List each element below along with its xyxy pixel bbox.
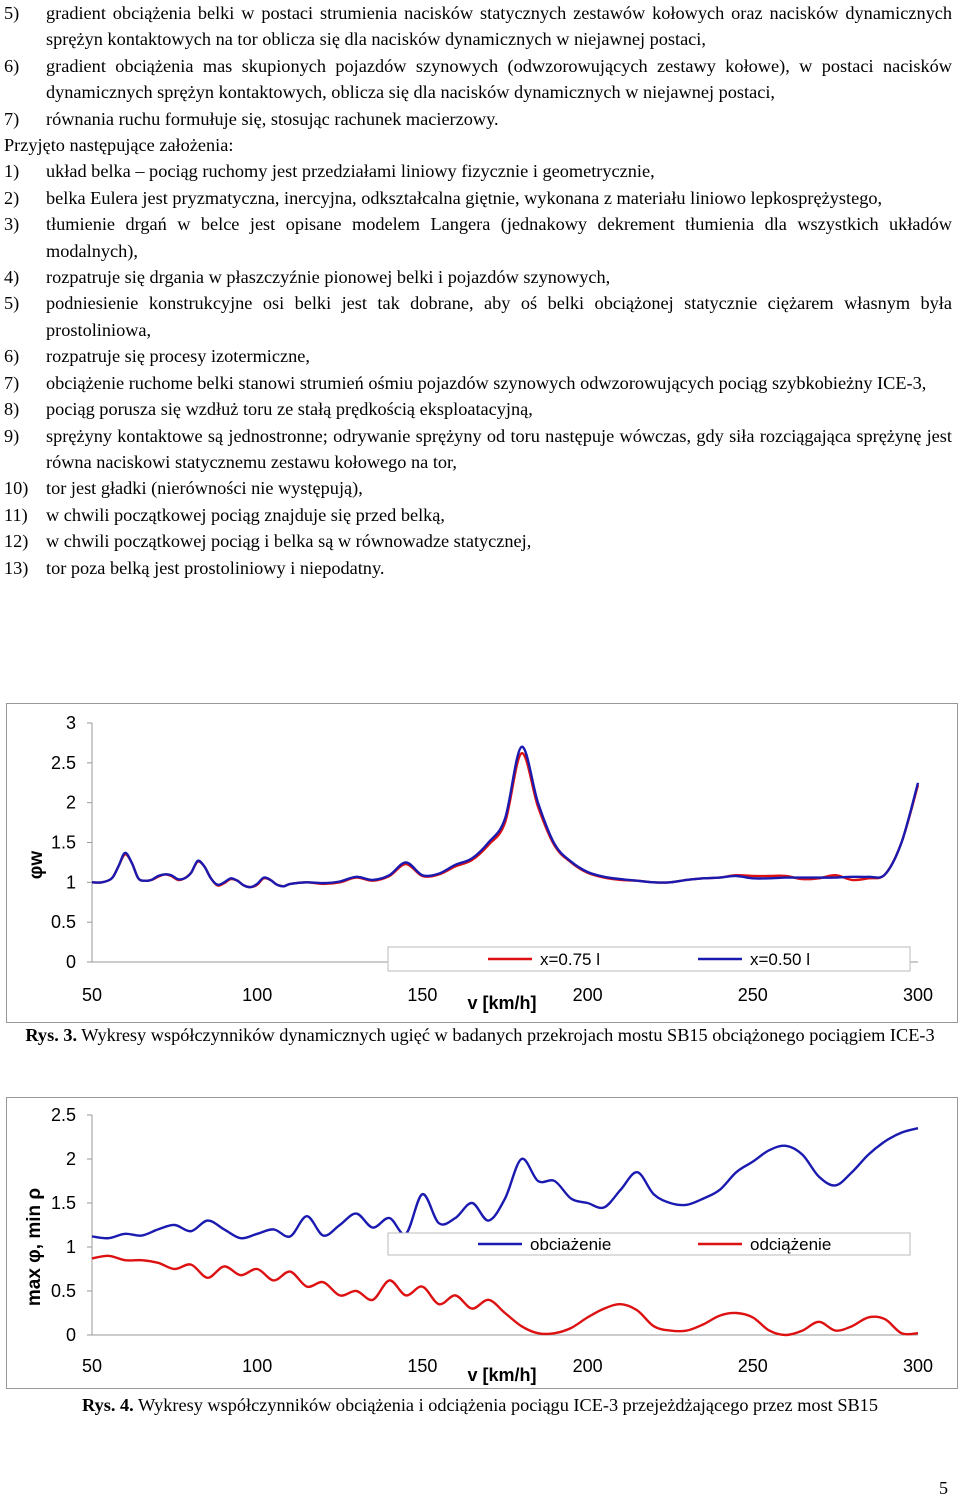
item-number: 9) xyxy=(4,425,20,446)
list-item xyxy=(0,158,960,184)
legend-label: x=0.75 l xyxy=(540,950,601,969)
y-tick-label: 2 xyxy=(65,1149,76,1169)
list-item xyxy=(0,53,960,106)
item-number: 6) xyxy=(4,346,20,367)
x-tick-label: 300 xyxy=(902,985,934,1005)
x-tick-label: 150 xyxy=(407,1356,438,1376)
article-text xyxy=(0,0,960,581)
list-item xyxy=(0,475,960,501)
x-tick-label: 100 xyxy=(242,1356,273,1376)
item-number: 7) xyxy=(4,108,20,129)
item-text: układ belka – pociąg ruchomy jest przedziałami liniowy fizycznie i geometrycznie, xyxy=(46,161,655,182)
list-item xyxy=(0,555,960,581)
y-tick-label: 0 xyxy=(65,1325,76,1345)
item-text: gradient obciążenia mas skupionych pojazdów szynowych (odwzorowujących zestawy kołowe), w postaci nacisków dynamicznych sprężyn kontaktowych, oblicza się dla nacisków dynamicznych w niejawnej postaci, xyxy=(46,55,952,103)
item-number: 7) xyxy=(4,372,20,393)
item-text: w chwili początkowej pociąg i belka są w równowadze statycznej, xyxy=(46,531,532,552)
item-text: sprężyny kontaktowe są jednostronne; odrywanie sprężyny od toru następuje wówczas, gdy siła rozciągająca sprężynę jest równa naciskowi statycznemu zestawu kołowego na tor, xyxy=(46,425,952,472)
figure-label: Rys. 4. xyxy=(82,1395,134,1415)
item-number: 5) xyxy=(4,3,20,23)
list-item xyxy=(0,290,960,343)
legend-box xyxy=(388,947,910,971)
item-text: pociąg porusza się wzdłuż toru ze stałą prędkością eksploatacyjną, xyxy=(46,399,533,420)
figure-label: Rys. 3. xyxy=(25,1025,78,1045)
list-item xyxy=(0,106,960,132)
y-tick-label: 0.5 xyxy=(50,1281,76,1301)
y-tick-label: 0 xyxy=(65,952,76,972)
chart-frame xyxy=(7,704,958,1023)
item-number: 6) xyxy=(4,55,20,76)
item-text: tłumienie drgań w belce jest opisane modelem Langera (jednakowy dekrement tłumienia dla wszystkich układów modalnych), xyxy=(46,214,952,261)
x-tick-label: 250 xyxy=(737,1356,768,1376)
assumptions-list xyxy=(0,158,960,581)
item-number: 1) xyxy=(4,161,20,182)
list-item xyxy=(0,528,960,554)
y-tick-label: 0.5 xyxy=(50,912,76,933)
item-text: tor poza belką jest prostoliniowy i niepodatny. xyxy=(46,557,385,578)
legend-box xyxy=(388,1233,910,1255)
x-tick-label: 50 xyxy=(81,1356,103,1376)
list-before xyxy=(0,0,960,132)
list-item xyxy=(0,211,960,264)
x-axis-title: v [km/h] xyxy=(467,993,537,1013)
item-text: podniesienie konstrukcyjne osi belki jest tak dobrane, aby oś belki obciążonej statycznie ciężarem własnym była prostoliniowa, xyxy=(46,293,952,340)
y-tick-label: 1 xyxy=(65,872,76,893)
item-number: 8) xyxy=(4,399,20,420)
item-text: belka Eulera jest pryzmatyczna, inercyjna, odkształcalna giętnie, wykonana z materiału liniowo lepkosprężystego, xyxy=(46,187,883,208)
y-tick-label: 2 xyxy=(65,792,76,813)
y-tick-label: 3 xyxy=(65,713,76,733)
y-tick-label: 1 xyxy=(65,1237,76,1257)
item-text: obciążenie ruchome belki stanowi strumień ośmiu pojazdów szynowych odwzorowujących pociąg szybkobieżny ICE-3, xyxy=(46,372,927,393)
list-item xyxy=(0,343,960,369)
y-axis-title: φw xyxy=(26,850,47,880)
assumptions-intro: Przyjęto następujące założenia: xyxy=(4,135,234,156)
caption-rys4 xyxy=(0,1392,960,1418)
item-number: 4) xyxy=(4,267,20,288)
legend-label: obciażenie xyxy=(530,1235,612,1254)
list-item xyxy=(0,423,960,476)
list-item xyxy=(0,502,960,528)
item-number: 10) xyxy=(4,478,29,499)
chart-rys4 xyxy=(6,1097,958,1389)
item-number: 2) xyxy=(4,187,20,208)
x-tick-label: 150 xyxy=(407,985,438,1005)
item-number: 13) xyxy=(4,557,29,578)
legend-label: x=0.50 l xyxy=(750,950,811,969)
y-tick-label: 1.5 xyxy=(50,1193,76,1213)
item-text: rozpatruje się drgania w płaszczyźnie pionowej belki i pojazdów szynowych, xyxy=(46,267,611,288)
x-tick-label: 100 xyxy=(242,985,273,1005)
x-tick-label: 200 xyxy=(572,1356,603,1376)
caption-rys3 xyxy=(0,1022,960,1048)
chart-rys3 xyxy=(6,703,958,1023)
item-number: 11) xyxy=(4,504,28,525)
x-tick-label: 250 xyxy=(737,985,768,1005)
x-tick-label: 200 xyxy=(572,985,603,1005)
list-item xyxy=(0,264,960,290)
x-tick-label: 300 xyxy=(902,1356,934,1376)
item-number: 12) xyxy=(4,531,29,552)
page-number: 5 xyxy=(939,1478,948,1498)
item-text: tor jest gładki (nierówności nie występują), xyxy=(46,478,363,499)
legend-label: odciążenie xyxy=(750,1235,832,1254)
list-item xyxy=(0,185,960,211)
item-text: w chwili początkowej pociąg znajduje się przed belką, xyxy=(46,504,445,525)
list-item xyxy=(0,370,960,396)
y-tick-label: 2.5 xyxy=(50,752,76,773)
item-text: równania ruchu formułuje się, stosując rachunek macierzowy. xyxy=(46,108,499,129)
figure-caption: Wykresy współczynników obciążenia i odciążenia pociągu ICE-3 przejeżdżającego przez most SB15 xyxy=(137,1395,878,1415)
item-number: 3) xyxy=(4,214,20,235)
list-item xyxy=(0,0,960,53)
y-tick-label: 2.5 xyxy=(50,1105,76,1125)
x-tick-label: 50 xyxy=(81,985,103,1005)
y-axis-title: max φ, min ρ xyxy=(24,1187,45,1307)
item-text: gradient obciążenia belki w postaci strumienia nacisków statycznych zestawów kołowych oraz nacisków dynamicznych sprężyn kontaktowych na tor oblicza się dla nacisków dynamicznych w niejawnej postaci, xyxy=(46,3,952,50)
figure-caption: Wykresy współczynników dynamicznych ugięć w badanych przekrojach mostu SB15 obciążonego pociągiem ICE-3 xyxy=(81,1025,935,1045)
item-text: rozpatruje się procesy izotermiczne, xyxy=(46,346,310,367)
y-tick-label: 1.5 xyxy=(50,832,76,853)
list-item xyxy=(0,396,960,422)
item-number: 5) xyxy=(4,293,20,314)
x-axis-title: v [km/h] xyxy=(467,1365,537,1385)
